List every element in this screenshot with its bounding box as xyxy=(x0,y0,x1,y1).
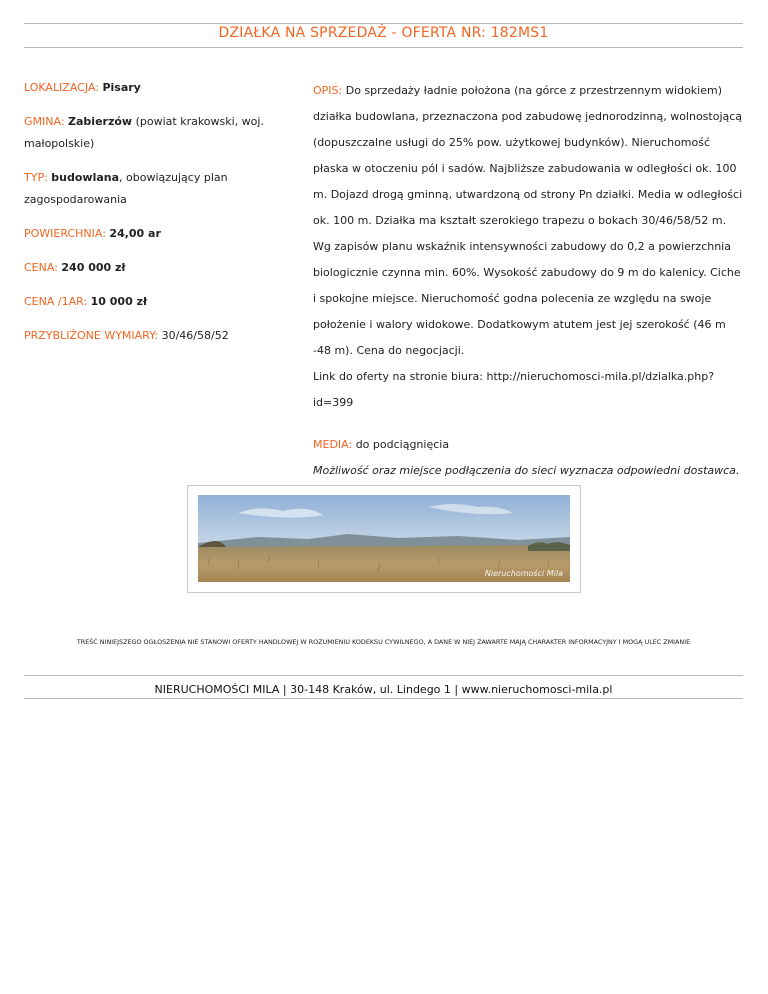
wymiary-value: 30/46/58/52 xyxy=(161,329,229,342)
typ-extra: , obowiązujący plan zagospodarowania xyxy=(24,171,228,206)
gmina-value: Zabierzów xyxy=(68,115,133,128)
panorama-photo xyxy=(198,495,570,582)
cena-ar-label: CENA /1AR: xyxy=(24,295,88,308)
powierzchnia-row xyxy=(24,223,274,245)
typ-row xyxy=(24,167,274,211)
powierzchnia-value: 24,00 ar xyxy=(109,227,161,240)
disclaimer: TREŚĆ NINIEJSZEGO OGŁOSZENIA NIE STANOWI OFERTY HANDLOWEJ W ROZUMIENIU KODEKSU CYWILNEGO, A DANE W NIEJ ZAWARTE MAJĄ CHARAKTER INFORMACYJNY I MOGĄ ULEC ZMIANIE xyxy=(76,638,691,646)
typ-value: budowlana xyxy=(51,171,120,184)
media-value: do podciągnięcia xyxy=(355,438,450,451)
offer-link[interactable]: Link do oferty na stronie biura: http://nieruchomosci-mila.pl/dzialka.php?id=399 xyxy=(313,370,715,409)
powierzchnia-label: POWIERCHNIA: xyxy=(24,227,106,240)
details-column xyxy=(24,77,274,359)
cena-value: 240 000 zł xyxy=(61,261,126,274)
media-note-text: Możliwość oraz miejsce podłączenia do sieci wyznacza odpowiedni dostawca. xyxy=(313,464,740,477)
opis-label: OPIS: xyxy=(313,84,343,97)
lokalizacja-label: LOKALIZACJA: xyxy=(24,81,99,94)
gmina-extra: (powiat krakowski, woj. małopolskie) xyxy=(24,115,264,150)
opis-paragraph xyxy=(313,78,743,364)
cena-label: CENA: xyxy=(24,261,58,274)
wymiary-row xyxy=(24,325,274,347)
photo-frame xyxy=(187,485,581,593)
media-row xyxy=(313,432,743,458)
media-label: MEDIA: xyxy=(313,438,353,451)
footer-bottom-rule xyxy=(24,698,743,699)
description-column xyxy=(313,78,743,526)
media-note xyxy=(313,458,743,484)
lokalizacja-value: Pisary xyxy=(102,81,141,94)
wymiary-label: PRZYBLIŻONE WYMIARY: xyxy=(24,329,159,342)
footer-top-rule xyxy=(24,675,743,676)
top-rule xyxy=(24,23,743,24)
gmina-label: GMINA: xyxy=(24,115,65,128)
cena-row xyxy=(24,257,274,279)
typ-label: TYP: xyxy=(24,171,48,184)
page-title: DZIAŁKA NA SPRZEDAŻ - OFERTA NR: 182MS1 xyxy=(218,25,549,41)
photo-watermark: Nieruchomości Mila xyxy=(484,569,563,578)
opis-text: Do sprzedaży ładnie położona (na górce z przestrzennym widokiem) działka budowlana, przeznaczona pod zabudowę jednorodzinną, wolnostojącą (dopuszczalne usługi do 25% pow. użytkowej budynków). Nieruchomość płaska w otoczeniu pól i sadów. Najbliższe zabudowania w odległości ok. 100 m. Dojazd drogą gminną, utwardzoną od strony Pn działki. Media w odległości ok. 100 m. Działka ma kształt szerokiego trapezu o bokach 30/46/58/52 m. Wg zapisów planu wskaźnik intensywności zabudowy do 0,2 a powierzchnia biologicznie czynna min. 60%. Wysokość zabudowy do 9 m do kalenicy. Ciche i spokojne miejsce. Nieruchomość godna polecenia ze względu na swoje położenie i walory widokowe. Dodatkowym atutem jest jej szerokość (46 m -48 m). Cena do negocjacji. xyxy=(313,84,743,357)
footer: NIERUCHOMOŚCI MILA | 30-148 Kraków, ul. Lindego 1 | www.nieruchomosci-mila.pl xyxy=(154,683,613,696)
title-rule xyxy=(24,47,743,48)
cena-ar-value: 10 000 zł xyxy=(90,295,148,308)
lokalizacja-row xyxy=(24,77,274,99)
gmina-row xyxy=(24,111,274,155)
cena-ar-row xyxy=(24,291,274,313)
